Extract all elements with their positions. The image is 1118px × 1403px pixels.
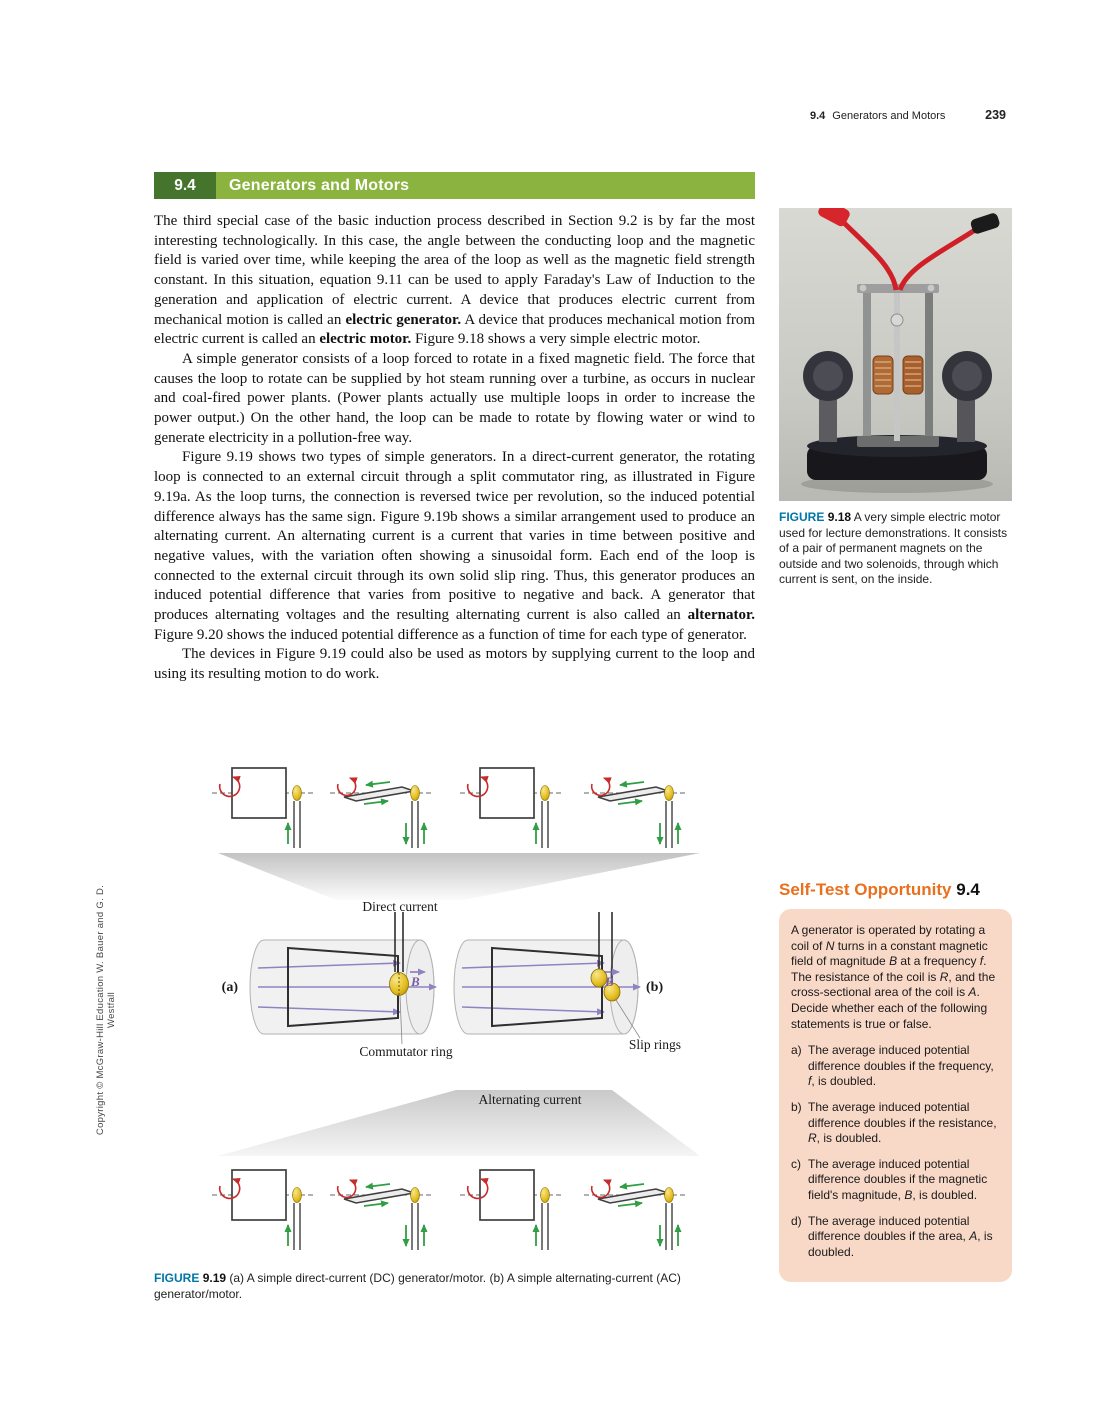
figure-label: FIGURE	[779, 510, 825, 524]
body-text	[154, 212, 755, 685]
label-panel-a: (a)	[221, 980, 238, 995]
self-test-intro: A generator is operated by rotating a coil of N turns in a constant magnetic field of magnitude B at a frequency f. The resistance of the coil is R, and the cross-sectional area of the coil is A. Decide whether each of the following statements is true or false.	[791, 923, 996, 1031]
figure-9-19	[154, 750, 774, 1258]
running-head	[810, 108, 1006, 122]
self-test-item-label: b)	[791, 1099, 802, 1114]
label-b-field-a: B	[411, 974, 420, 989]
self-test-title: Self-Test Opportunity	[779, 880, 952, 899]
self-test-box	[779, 909, 1012, 1282]
self-test-item-label: d)	[791, 1213, 802, 1228]
self-test-item-text: The average induced potential difference doubles if the frequency, f, is doubled.	[808, 1043, 994, 1089]
self-test-item	[791, 1043, 1000, 1090]
figure-9-18-photo	[779, 208, 1012, 501]
dc-loop-snapshots	[212, 768, 688, 848]
self-test-item	[791, 1214, 1000, 1261]
self-test-item	[791, 1100, 1000, 1147]
self-test-number: 9.4	[956, 880, 980, 899]
self-test-item-text: The average induced potential difference doubles if the magnetic field's magnitude, B, is doubled.	[808, 1156, 988, 1202]
section-number: 9.4	[154, 172, 216, 199]
section-title: Generators and Motors	[229, 176, 410, 194]
paragraph: The devices in Figure 9.19 could also be used as motors by supplying current to the loop and using its resulting motion to do work.	[154, 646, 755, 683]
label-slip-rings: Slip rings	[628, 1037, 682, 1052]
figure-caption-text: (a) A simple direct-current (DC) generator/motor. (b) A simple alternating-current (AC) generator/motor.	[154, 1271, 681, 1301]
figure-number: 9.19	[202, 1271, 227, 1285]
figure-9-19-diagram	[154, 750, 774, 1258]
page-number: 239	[985, 108, 1006, 122]
ac-loop-snapshots	[212, 1170, 688, 1250]
self-test-opportunity	[779, 880, 1012, 1282]
copyright-sidebar: Copyright © McGraw-Hill Education W. Bauer and G. D. Westfall	[95, 884, 117, 1136]
commutator-ring-shape	[390, 973, 409, 996]
label-alternating-current: Alternating current	[478, 1092, 582, 1107]
self-test-item-text: The average induced potential difference doubles if the area, A, is doubled.	[808, 1213, 993, 1259]
paragraph: The third special case of the basic induction process described in Section 9.2 is by far the most interesting technologically. In this case, the angle between the conducting loop and the magnetic field is varied over time, while keeping the area of the loop as well as the magnetic field strength constant. In this situation, equation 9.11 can be used to apply Faraday's Law of Induction to the generation and application of electric current. A device that produces electric current from mechanical motion is called an electric generator. A device that produces mechanical motion from electric current is called an electric motor. Figure 9.18 shows a very simple electric motor.	[154, 213, 755, 348]
figure-9-18	[779, 208, 1012, 588]
ac-funnel	[218, 1090, 700, 1156]
figure-label: FIGURE	[154, 1271, 200, 1285]
self-test-item	[791, 1157, 1000, 1204]
label-panel-b: (b)	[646, 980, 664, 995]
figure-9-19-caption	[154, 1271, 720, 1302]
section-banner	[154, 172, 755, 199]
self-test-heading	[779, 880, 1012, 900]
self-test-item-text: The average induced potential difference doubles if the resistance, R, is doubled.	[808, 1099, 997, 1146]
running-head-section: 9.4	[810, 110, 826, 122]
paragraph: A simple generator consists of a loop forced to rotate in a fixed magnetic field. The force that causes the loop to rotate can be supplied by hot steam running over a turbine, as occurs in nuclear and coal-fired power plants. (Power plants actually use multiple loops in order to increase the power output.) On the other hand, the loop can be made to rotate by flowing water or wind to generate electricity in a pollution-free way.	[154, 350, 755, 446]
self-test-item-label: c)	[791, 1156, 801, 1171]
label-b-field-b: B	[605, 974, 614, 989]
running-head-title: Generators and Motors	[832, 110, 946, 122]
label-direct-current: Direct current	[362, 899, 438, 914]
figure-caption-text: A very simple electric motor used for lecture demonstrations. It consists of a pair of permanent magnets on the outside and two solenoids, through which current is sent, on the inside.	[779, 510, 1008, 586]
self-test-item-label: a)	[791, 1043, 802, 1058]
dc-funnel	[218, 853, 700, 900]
figure-9-18-caption	[779, 510, 1012, 588]
generator-a	[250, 912, 436, 1034]
label-commutator-ring: Commutator ring	[359, 1044, 453, 1059]
generator-b	[454, 912, 640, 1034]
paragraph: Figure 9.19 shows two types of simple generators. In a direct-current generator, the rotating loop is connected to an external circuit through a split commutator ring, as illustrated in Figure 9.19a. As the loop turns, the connection is reversed twice per revolution, so the induced potential difference always has the same sign. Figure 9.19b shows a similar arrangement used to produce an alternating current. An alternating current is a current that varies in time between positive and negative values, with the variation often showing a sinusoidal form. Each end of the loop is connected to the external circuit through its own solid slip ring. Thus, this generator produces an induced potential difference that varies from positive to negative and back. A generator that produces alternating voltages and the resulting alternating current is also called an alternator. Figure 9.20 shows the induced potential difference as a function of time for each type of generator.	[154, 449, 755, 643]
figure-number: 9.18	[827, 510, 852, 524]
